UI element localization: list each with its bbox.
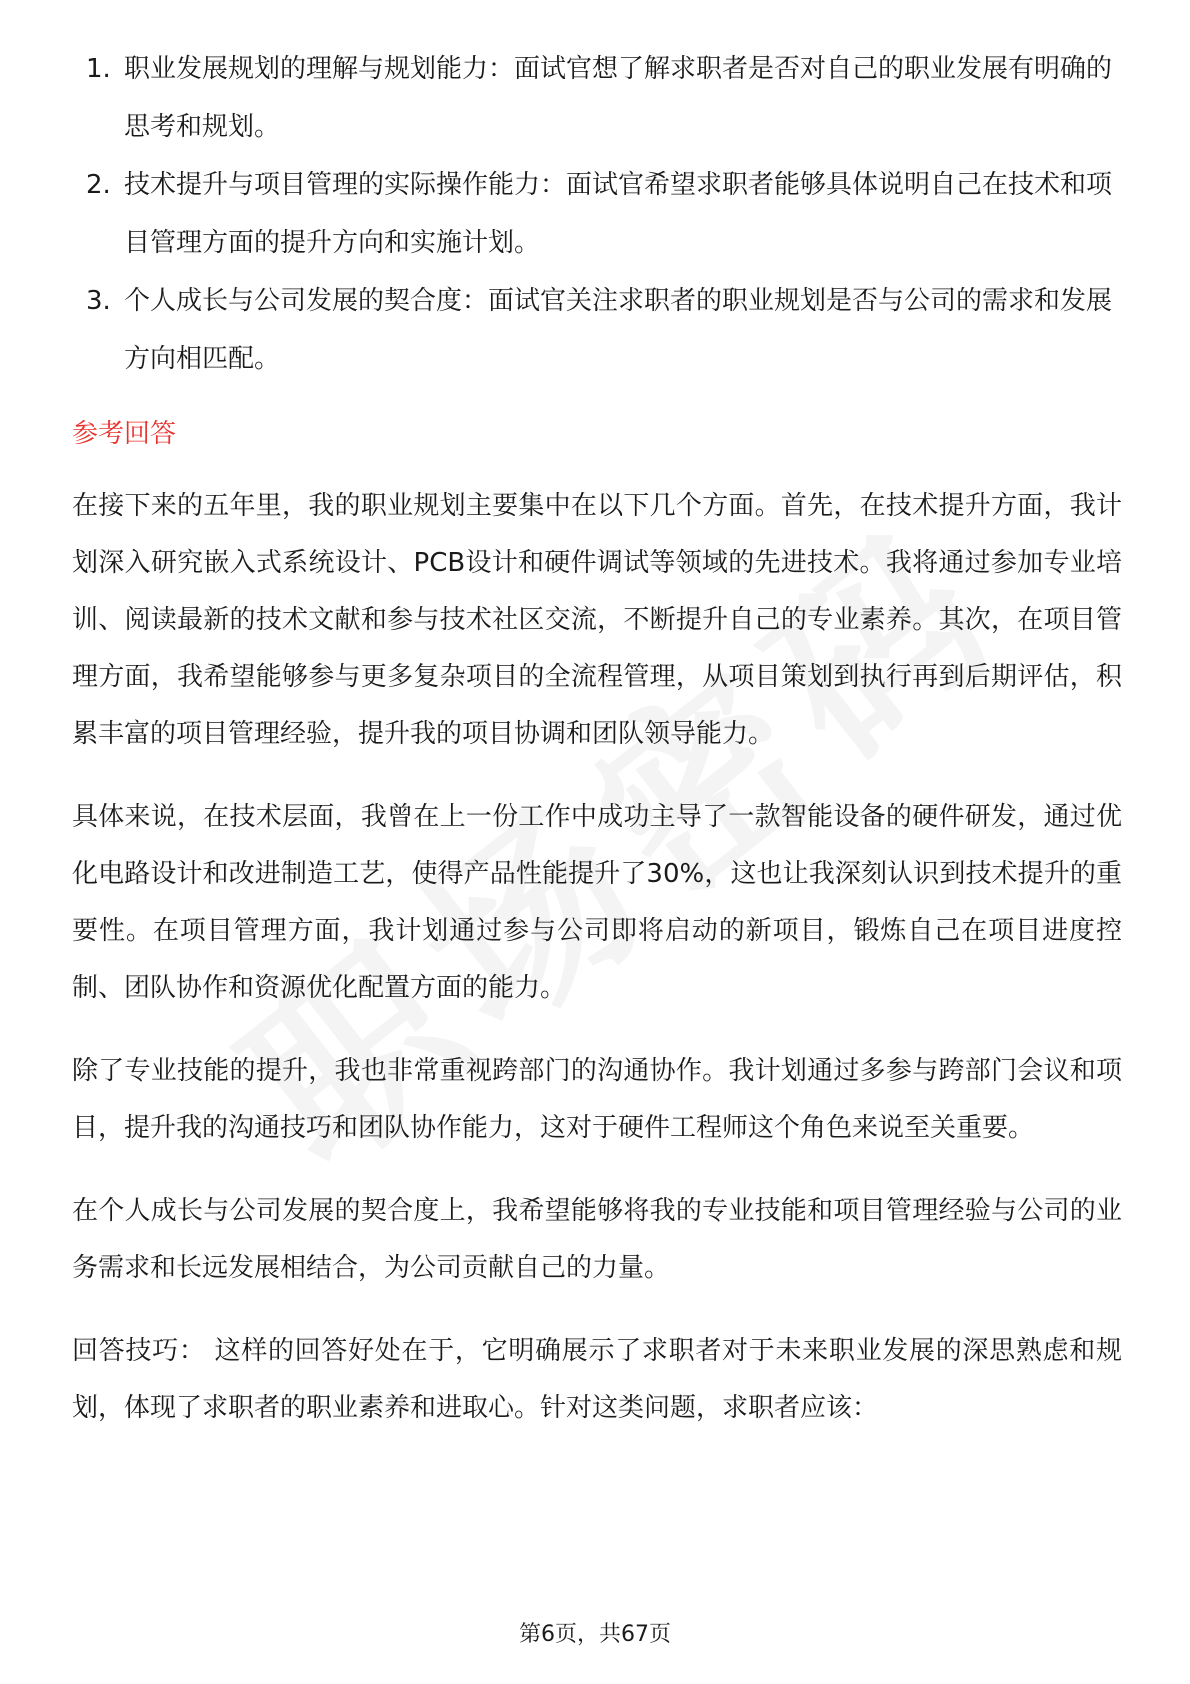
paragraph: 除了专业技能的提升，我也非常重视跨部门的沟通协作。我计划通过多参与跨部门会议和项目，提升我的沟通技巧和团队协作能力，这对于硬件工程师这个角色来说至关重要。 bbox=[72, 1056, 1122, 1143]
list-item-number: 1. bbox=[86, 54, 111, 84]
paragraph-answer-tips: 回答技巧： 这样的回答好处在于，它明确展示了求职者对于未来职业发展的深思熟虑和规划，体现了求职者的职业素养和进取心。针对这类问题，求职者应该： bbox=[72, 1336, 1122, 1423]
list-item-number: 2. bbox=[86, 170, 111, 200]
list-item-text: 职业发展规划的理解与规划能力：面试官想了解求职者是否对自己的职业发展有明确的思考和规划。 bbox=[124, 54, 1113, 142]
list-item bbox=[72, 40, 1122, 156]
page-content bbox=[72, 40, 1122, 1437]
paragraph: 具体来说，在技术层面，我曾在上一份工作中成功主导了一款智能设备的硬件研发，通过优化电路设计和改进制造工艺，使得产品性能提升了30%，这也让我深刻认识到技术提升的重要性。在项目管理方面，我计划通过参与公司即将启动的新项目，锻炼自己在项目进度控制、团队协作和资源优化配置方面的能力。 bbox=[72, 802, 1122, 1003]
list-item-number: 3. bbox=[86, 286, 111, 316]
list-item-text: 个人成长与公司发展的契合度：面试官关注求职者的职业规划是否与公司的需求和发展方向相匹配。 bbox=[124, 286, 1113, 374]
paragraph: 在接下来的五年里，我的职业规划主要集中在以下几个方面。首先，在技术提升方面，我计划深入研究嵌入式系统设计、PCB设计和硬件调试等领域的先进技术。我将通过参加专业培训、阅读最新的技术文献和参与技术社区交流，不断提升自己的专业素养。其次，在项目管理方面，我希望能够参与更多复杂项目的全流程管理，从项目策划到执行再到后期评估，积累丰富的项目管理经验，提升我的项目协调和团队领导能力。 bbox=[72, 491, 1122, 749]
list-item bbox=[72, 272, 1122, 388]
paragraph: 在个人成长与公司发展的契合度上，我希望能够将我的专业技能和项目管理经验与公司的业务需求和长远发展相结合，为公司贡献自己的力量。 bbox=[72, 1196, 1122, 1283]
section-title: 参考回答 bbox=[72, 419, 177, 449]
page-footer: 第6页，共67页 bbox=[519, 1622, 671, 1647]
list-item-text: 技术提升与项目管理的实际操作能力：面试官希望求职者能够具体说明自己在技术和项目管理方面的提升方向和实施计划。 bbox=[124, 170, 1113, 258]
list-item bbox=[72, 156, 1122, 272]
numbered-list bbox=[72, 40, 1122, 388]
